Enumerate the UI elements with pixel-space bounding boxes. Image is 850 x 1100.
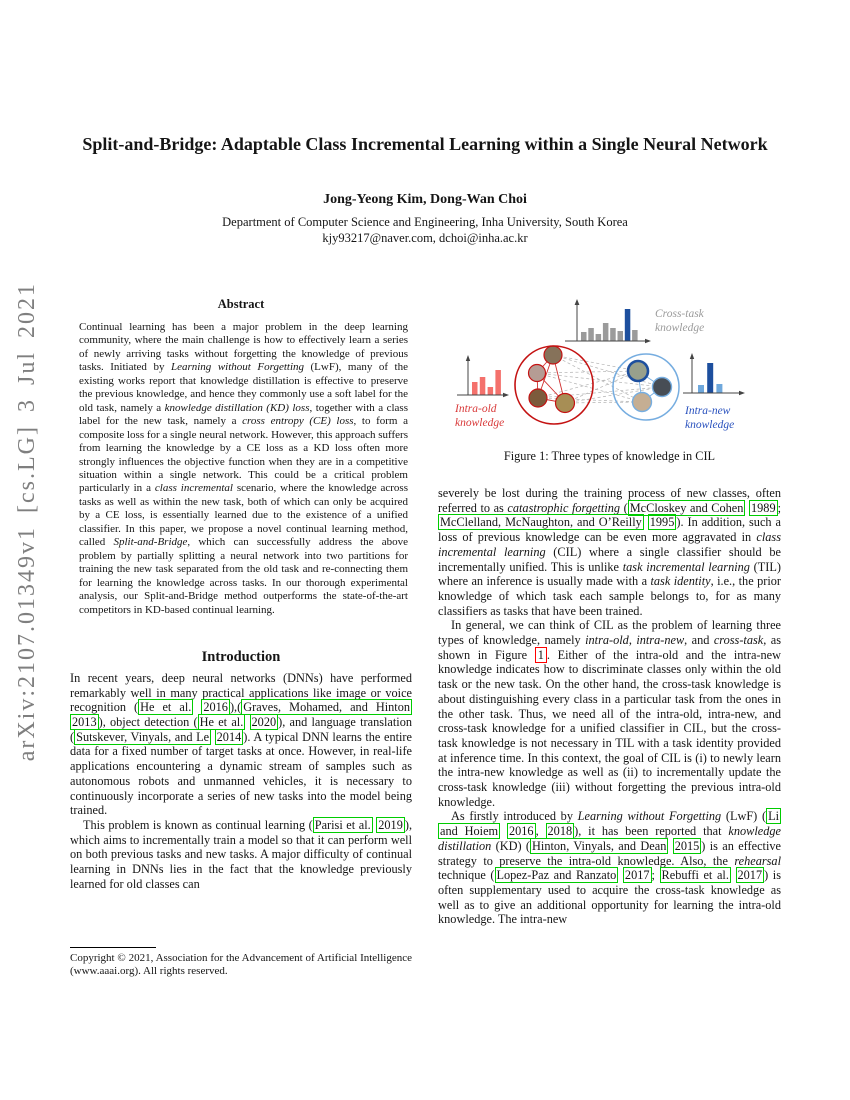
paper-title: Split-and-Bridge: Adaptable Class Incremental Learning within a Single Neural Network	[82, 134, 768, 154]
citation-link[interactable]: 2017	[624, 868, 650, 883]
italic-text-run: intra-new	[636, 633, 685, 648]
figure-1-caption: Figure 1: Three types of knowledge in CIL	[503, 449, 716, 463]
italic-text-run: knowledge distillation	[438, 824, 781, 853]
bar	[716, 384, 722, 393]
text-run: (LwF) (	[721, 809, 767, 824]
right-column	[438, 295, 781, 927]
new-class-node-2	[652, 378, 671, 397]
citation-link[interactable]: Li and Hoiem	[440, 809, 779, 839]
italic-text-run: Learning without Forgetting	[577, 809, 722, 824]
arxiv-watermark: arXiv:2107.01349v1 [cs.LG] 3 Jul 2021	[14, 282, 40, 762]
intra-new-chart	[683, 353, 745, 431]
italic-text-run: cross-task	[713, 633, 764, 648]
intra-old-chart	[454, 355, 509, 429]
new-class-node-3	[632, 393, 651, 412]
italic-text-run: task identity	[650, 574, 711, 589]
citation-link[interactable]: McClelland, McNaughton, and O’Reilly	[440, 515, 642, 530]
citation-link[interactable]: Parisi et al.	[314, 818, 371, 832]
intra-new-label-line2: knowledge	[684, 419, 734, 431]
text-run: (TIL) where an inference is usually made with a	[438, 559, 781, 589]
text-run: Continual learning has been a major problem in the deep learning community, where the main challenge is how to effectively learn a series of newly arriving tasks without forgetting the knowledge of previous tasks. Initiated by	[79, 321, 408, 374]
text-run: ). In addition, such a loss of previous knowledge can be even more aggravated in	[438, 515, 781, 545]
paper-authors: Jong-Yeong Kim, Dong-Wan Choi	[323, 192, 527, 207]
cross-task-chart	[565, 299, 705, 343]
text-run: , to form a composite loss for a single neural network. However, this approach suffers from learning the knowledge by a CE loss as a KD loss often more strongly influences the objective function when they are in a competitive situation within a single network. This could be a critical problem particularly in a	[79, 415, 408, 495]
text-run: ), it has been reported that	[574, 824, 729, 839]
citation-link[interactable]: Sutskever, Vinyals, and Le	[76, 729, 210, 744]
italic-text-run: Split-and-Bridge	[113, 536, 188, 549]
intra-new-label-line1: Intra-new	[684, 405, 730, 417]
citation-link[interactable]: 2019	[378, 818, 403, 832]
citation-link[interactable]: 2018	[547, 824, 573, 839]
intra-old-label-line2: knowledge	[454, 417, 504, 429]
intra-old-label-line1: Intra-old	[454, 403, 497, 415]
text-run: ) is often supplementary used to acquire the cross-task knowledge as well as to give an additional opportunity for learning the intra-old knowledge. The intra-new	[438, 868, 781, 927]
bar	[707, 363, 713, 393]
intro-paragraph-2	[70, 818, 412, 892]
text-run: ),(	[229, 700, 242, 715]
italic-text-run: intra-old	[585, 633, 629, 648]
citation-link[interactable]: He et al.	[140, 700, 192, 715]
italic-text-run: knowledge distillation (KD) loss	[164, 401, 310, 414]
text-run: , and	[684, 633, 714, 648]
text-run: (LwF), many of the existing works report that knowledge distillation is effective to preserve the previous knowledge, and hence they commonly use a soft label for the old task, namely a	[79, 361, 408, 414]
text-run	[500, 824, 507, 838]
bar	[595, 334, 601, 341]
bar	[588, 328, 594, 341]
right-paragraph-2	[438, 618, 781, 809]
bar	[495, 370, 501, 395]
new-class-node-1	[628, 361, 648, 381]
citation-link[interactable]: McCloskey and Cohen	[629, 500, 744, 515]
italic-text-run: rehearsal	[734, 853, 781, 868]
citation-link[interactable]: 2014	[216, 729, 242, 744]
text-run: , which can successfully address the above problem by partially splitting a neural network into two partitions for training the new task separated from the old task and re-connecting them for learning the knowledge across tasks. In our thorough experimental analysis, our Split-and-Bridge method outperforms the state-of-the-art competitors in KD-based continual learning.	[79, 536, 408, 616]
bar	[698, 385, 704, 393]
section-heading-introduction: Introduction	[201, 648, 281, 665]
text-run: ,	[628, 633, 637, 648]
copyright-footnote	[70, 947, 412, 978]
citation-link[interactable]: Hinton, Vinyals, and Dean	[532, 838, 667, 853]
citation-link[interactable]: 1995	[649, 515, 675, 530]
italic-text-run: catastrophic forgetting	[507, 500, 621, 515]
left-column	[70, 297, 413, 978]
intro-paragraph-1	[70, 671, 412, 818]
citation-link[interactable]: He et al.	[199, 715, 244, 730]
bar	[479, 377, 485, 395]
italic-text-run: class incremental learning	[438, 530, 781, 559]
text-run: , as shown in Figure	[438, 633, 781, 662]
right-paragraph-3	[438, 809, 781, 927]
citation-link[interactable]: 2013	[72, 715, 97, 730]
bar	[602, 323, 608, 341]
text-run: severely be lost during the training process of new classes, often referred to as	[438, 486, 781, 515]
bar	[624, 309, 630, 341]
paper-emails: kjy93217@naver.com, dchoi@inha.ac.kr	[322, 231, 528, 245]
text-run: As firstly introduced by	[451, 809, 578, 824]
text-run: This problem is known as continual learning (	[83, 818, 313, 832]
old-class-node-4	[555, 394, 574, 413]
right-paragraph-1	[438, 486, 781, 618]
citation-link[interactable]: Rebuffi et al.	[661, 868, 729, 883]
citation-link[interactable]: Lopez-Paz and Ranzato	[496, 868, 617, 883]
text-run: ;	[777, 500, 782, 515]
italic-text-run: task incremental learning	[622, 559, 750, 574]
text-run: In recent years, deep neural networks (DNNs) have performed remarkably well in many practical applications like image or voice recognition (	[70, 670, 412, 715]
bar	[610, 328, 616, 341]
text-run	[245, 715, 249, 729]
text-run: (KD) (	[491, 838, 531, 853]
bar	[617, 331, 623, 341]
text-run: ). A typical DNN learns the entire data for a fixed number of target tasks at once. However, in real-life applications encountering a dynamic stream of samples such as autonomous robots and unmanned vehicles, it is necessary to continuously incorporate a series of new tasks into the model being trained.	[70, 729, 412, 818]
bar	[487, 387, 493, 395]
italic-text-run: cross entropy (CE) loss	[242, 415, 354, 428]
text-run: , together with a class label for the new task, namely a	[79, 401, 408, 428]
cross-task-label-line1: Cross-task	[654, 308, 704, 320]
bar	[632, 330, 638, 341]
text-run: (	[620, 500, 628, 515]
text-run: ) is an effective strategy to preserve the intra-old knowledge. Also, the	[438, 838, 781, 868]
old-class-node-2	[528, 365, 545, 382]
citation-link[interactable]: Graves, Mohamed, and Hinton	[243, 700, 411, 715]
cross-task-label-line2: knowledge	[654, 322, 704, 334]
text-run: technique (	[438, 868, 495, 883]
italic-text-run: Learning without Forgetting	[170, 361, 304, 374]
citation-link[interactable]: 2016	[508, 824, 534, 839]
citation-link[interactable]: 2017	[737, 868, 763, 883]
figure-1-wrap	[438, 295, 781, 464]
text-run: In general, we can think of CIL as the problem of learning three types of knowledge, namely	[438, 618, 781, 648]
text-run: ,	[535, 824, 546, 839]
abstract-body	[79, 321, 408, 617]
bar	[581, 332, 587, 341]
citation-link[interactable]: 2015	[674, 838, 700, 853]
old-class-node-3	[529, 389, 547, 407]
figure-1-illustration	[445, 295, 775, 445]
text-run: ), object detection (	[98, 715, 198, 730]
abstract-heading: Abstract	[217, 297, 265, 311]
footnote-rule	[70, 947, 156, 948]
copyright-text: Copyright © 2021, Association for the Advancement of Artificial Intelligence (www.aaai.org). All rights reserved.	[70, 952, 412, 978]
italic-text-run: class incremental	[154, 482, 233, 495]
text-run: ), which aims to incrementally train a model so that it can perform well on both previous tasks and new tasks. A major difficulty of continual learning in DNNs lies in the fact that the knowledge previously learned for old classes can	[70, 818, 413, 891]
text-run: , i.e., the prior knowledge of which task each sample belongs to, for as many classifiers as tasks that have been trained.	[438, 574, 781, 618]
old-class-node-1	[544, 346, 562, 364]
text-run: (CIL) where a single classifier should be incrementally unified. This is unlike	[438, 544, 781, 574]
text-run: . Either of the intra-old and the intra-new knowledge indicates how to discriminate classes only within the old task or the new task. On the other hand, the cross-task knowledge is about distinguishing every class in a particular task from the ones in the other task. Thus, we need all of the intra-old, intra-new, and cross-task knowledge for a unified classifier in CIL, but the cross-task knowledge is not necessary in TIL with a task identity provided at inference time. In this context, the goal of CIL is (i) to newly learn the intra-new knowledge as well as (ii) to incrementally update the cross-task knowledge (iii) without forgetting the previous intra-old knowledge.	[438, 647, 781, 809]
citation-link[interactable]: 2016	[203, 700, 228, 715]
text-run: ), and language translation (	[70, 715, 413, 744]
paper-affiliation: Department of Computer Science and Engineering, Inha University, South Korea	[222, 215, 628, 229]
figure-ref-link[interactable]: 1	[535, 647, 547, 663]
text-run: ;	[651, 868, 660, 883]
citation-link[interactable]: 1989	[751, 500, 776, 515]
text-run: scenario, where the knowledge across tasks as well as within the new task, both of which can only be acquired by a CE loss, is essentially learned due to the existence of a unified classifier. In this paper, we propose a novel continual learning method, called	[79, 482, 408, 549]
citation-link[interactable]: 2020	[251, 715, 277, 730]
bar	[472, 382, 478, 395]
text-run	[731, 868, 736, 882]
